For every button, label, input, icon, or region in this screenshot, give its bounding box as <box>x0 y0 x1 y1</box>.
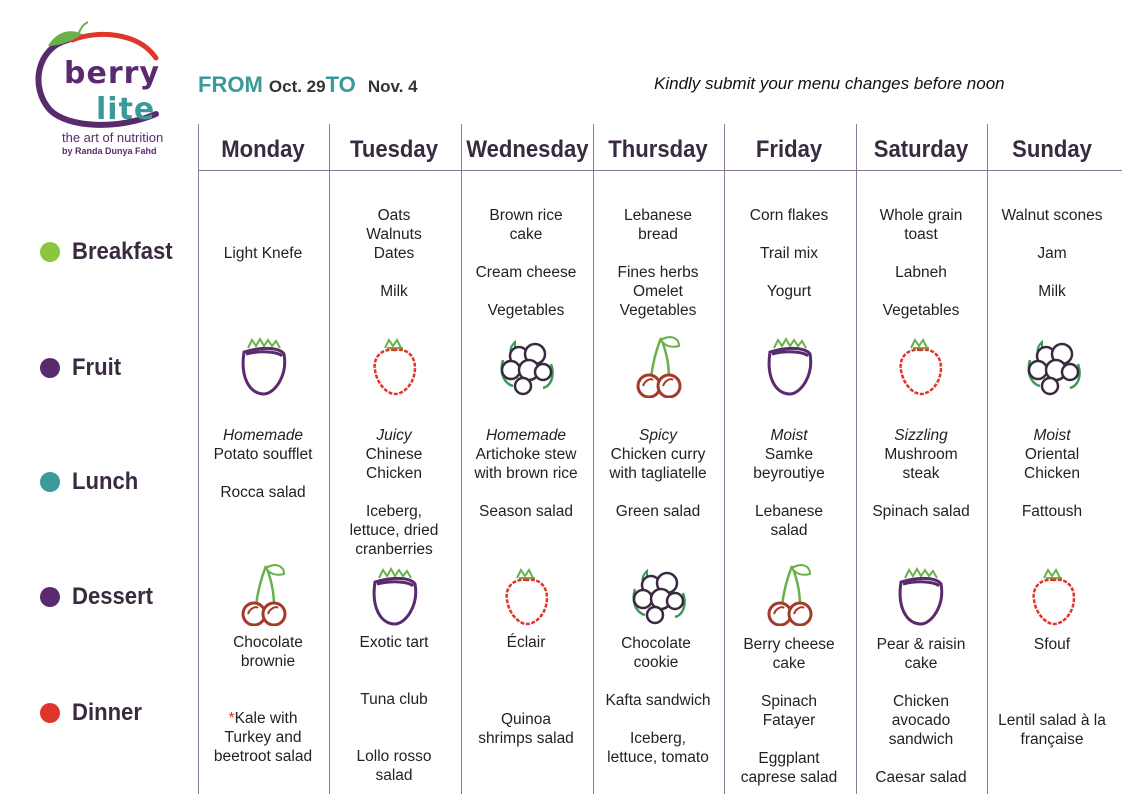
lunch-dot-icon <box>40 472 60 492</box>
lunch-monday <box>198 426 328 502</box>
dish-adjective: Sizzling <box>894 427 948 444</box>
blueberries-icon <box>497 334 557 398</box>
meal-label-dinner <box>40 699 148 727</box>
dessert-sunday <box>987 635 1117 654</box>
menu-item: Chinese <box>365 446 423 463</box>
meal-label-fruit <box>40 354 125 382</box>
menu-item: Caesar salad <box>875 769 967 786</box>
day-header-saturday: Saturday <box>873 136 969 163</box>
dessert-dot-icon <box>40 587 60 607</box>
menu-item: Spinach salad <box>872 503 970 520</box>
menu-item: Potato soufflet <box>213 446 313 463</box>
lunch-tuesday <box>329 426 459 559</box>
breakfast-thursday <box>593 206 723 320</box>
cherries-icon <box>234 562 294 626</box>
cherries-icon <box>629 334 689 398</box>
breakfast-tuesday <box>329 206 459 301</box>
menu-item: Iceberg, <box>629 730 686 747</box>
menu-item: avocado <box>891 712 951 729</box>
menu-item: sandwich <box>888 731 954 748</box>
menu-item: lettuce, dried <box>349 522 439 539</box>
day-header-wednesday: Wednesday <box>466 136 589 163</box>
logo-word-lite: lite <box>96 92 156 127</box>
meal-name: Dessert <box>72 583 154 610</box>
day-header-friday: Friday <box>755 136 823 163</box>
raspberry-icon <box>497 566 557 630</box>
menu-item: française <box>1020 731 1084 748</box>
menu-item: Artichoke stew <box>475 446 577 463</box>
to-date: Nov. 4 <box>367 77 418 96</box>
menu-item: Kafta sandwich <box>605 692 711 709</box>
dish-adjective: Moist <box>1033 427 1071 444</box>
breakfast-wednesday <box>461 206 591 320</box>
asterisk-mark: * <box>228 710 235 727</box>
menu-item: Turkey and <box>224 729 302 746</box>
fig-icon <box>891 566 951 630</box>
menu-item: Corn flakes <box>749 207 829 224</box>
meal-name: Dinner <box>72 699 142 726</box>
lunch-saturday <box>856 426 986 521</box>
blueberries-icon <box>1024 334 1084 398</box>
menu-item: Trail mix <box>760 245 818 262</box>
meal-label-dessert <box>40 583 160 611</box>
from-date: Oct. 29 <box>268 77 326 96</box>
menu-item: Chocolate <box>621 635 691 652</box>
menu-item: Vegetables <box>619 302 697 319</box>
dessert-friday <box>724 635 854 673</box>
fig-icon <box>234 336 294 400</box>
logo-byline: by Randa Dunya Fahd <box>62 146 157 156</box>
menu-item: Vegetables <box>487 302 565 319</box>
submission-note: Kindly submit your menu changes before noon <box>654 74 1005 93</box>
raspberry-icon <box>891 336 951 400</box>
dessert-saturday <box>856 635 986 673</box>
menu-item: Kale with <box>234 710 298 727</box>
menu-item: Oriental <box>1024 446 1080 463</box>
day-header-sunday: Sunday <box>1012 136 1092 163</box>
dinner-friday <box>724 692 854 787</box>
meal-label-breakfast <box>40 238 181 266</box>
menu-item: Samke <box>764 446 814 463</box>
dinner-monday <box>198 709 328 766</box>
logo-word-berry: berry <box>64 56 160 91</box>
menu-item: Whole grain <box>879 207 963 224</box>
menu-item: caprese salad <box>740 769 838 786</box>
day-header-monday: Monday <box>221 136 305 163</box>
menu-item: cookie <box>633 654 679 671</box>
date-range <box>198 72 418 98</box>
meal-name: Breakfast <box>72 238 173 265</box>
menu-item: Exotic tart <box>359 634 429 651</box>
menu-item: toast <box>904 226 938 243</box>
day-header-tuesday: Tuesday <box>350 136 438 163</box>
menu-item: Milk <box>1038 283 1066 300</box>
menu-item: shrimps salad <box>478 730 574 747</box>
menu-item: Rocca salad <box>220 484 306 501</box>
menu-item: with brown rice <box>474 465 578 482</box>
menu-item: cranberries <box>355 541 433 558</box>
dessert-wednesday <box>461 633 591 652</box>
menu-item: Chicken <box>893 693 949 710</box>
menu-item: Chicken <box>1024 465 1080 482</box>
menu-item: Lebanese <box>623 207 693 224</box>
menu-item: Fatayer <box>762 712 816 729</box>
menu-item: Green salad <box>615 503 701 520</box>
menu-item: Chicken <box>366 465 422 482</box>
lunch-wednesday <box>461 426 591 521</box>
menu-item: with tagliatelle <box>609 465 707 482</box>
menu-item: Mushroom <box>884 446 958 463</box>
menu-item: beyroutiye <box>753 465 825 482</box>
menu-item: Lentil salad à la <box>998 712 1106 729</box>
dessert-thursday <box>591 634 721 672</box>
dinner-wednesday <box>461 710 591 748</box>
menu-item: Berry cheese <box>743 636 835 653</box>
meal-name: Lunch <box>72 468 139 495</box>
menu-item: Dates <box>373 245 415 262</box>
menu-item: Lebanese <box>754 503 824 520</box>
lunch-friday <box>724 426 854 540</box>
dessert-monday <box>203 633 333 671</box>
menu-item: Brown rice <box>489 207 563 224</box>
menu-item: Labneh <box>895 264 947 281</box>
brand-logo <box>28 18 178 178</box>
menu-item: Vegetables <box>882 302 960 319</box>
menu-item: Milk <box>380 283 408 300</box>
cherries-icon <box>760 562 820 626</box>
menu-item: Walnuts <box>366 226 422 243</box>
dinner-sunday <box>987 711 1117 749</box>
dinner-saturday <box>856 692 986 787</box>
menu-item: Fattoush <box>1021 503 1083 520</box>
fruit-dot-icon <box>40 358 60 378</box>
raspberry-icon <box>365 336 425 400</box>
dinner-dot-icon <box>40 703 60 723</box>
menu-item: beetroot salad <box>213 748 313 765</box>
logo-tagline: the art of nutrition <box>62 130 164 145</box>
menu-item: Omelet <box>633 283 683 300</box>
menu-item: Tuna club <box>360 691 428 708</box>
menu-item: Season salad <box>479 503 573 520</box>
menu-item: bread <box>638 226 678 243</box>
fig-icon <box>760 336 820 400</box>
blueberries-icon <box>629 563 689 627</box>
menu-item: Spinach <box>760 693 817 710</box>
day-header-thursday: Thursday <box>608 136 708 163</box>
menu-item: cake <box>509 226 543 243</box>
lunch-thursday <box>593 426 723 521</box>
dish-adjective: Juicy <box>376 427 412 444</box>
dish-adjective: Homemade <box>222 427 304 444</box>
menu-item: Quinoa <box>501 711 551 728</box>
breakfast-friday <box>724 206 854 301</box>
meal-name: Fruit <box>72 354 122 381</box>
menu-item: Lollo rosso <box>356 748 432 765</box>
menu-item: lettuce, tomato <box>607 749 709 766</box>
dish-adjective: Homemade <box>485 427 567 444</box>
menu-item: Light Knefe <box>223 245 303 262</box>
menu-item: salad <box>375 767 413 784</box>
menu-item: Cream cheese <box>475 264 577 281</box>
menu-item: Jam <box>1037 245 1067 262</box>
dessert-tuesday <box>329 633 459 652</box>
menu-item: Sfouf <box>1033 636 1071 653</box>
from-label: FROM <box>198 72 263 97</box>
menu-item: Iceberg, <box>365 503 422 520</box>
meal-label-lunch <box>40 468 144 496</box>
menu-item: Chocolate <box>233 634 303 651</box>
breakfast-saturday <box>856 206 986 320</box>
menu-item: Fines herbs <box>617 264 699 281</box>
dish-adjective: Spicy <box>639 427 677 444</box>
menu-item: Oats <box>377 207 411 224</box>
menu-item: brownie <box>240 653 296 670</box>
menu-item: cake <box>772 655 806 672</box>
raspberry-icon <box>1024 566 1084 630</box>
fig-icon <box>365 566 425 630</box>
to-label: TO <box>325 72 356 97</box>
breakfast-sunday <box>987 206 1117 301</box>
menu-item: Chicken curry <box>610 446 706 463</box>
menu-item: salad <box>770 522 808 539</box>
dinner-thursday <box>593 691 723 767</box>
menu-item: Pear & raisin <box>876 636 966 653</box>
menu-item: steak <box>902 465 940 482</box>
menu-item: cake <box>904 655 938 672</box>
breakfast-dot-icon <box>40 242 60 262</box>
menu-item: Walnut scones <box>1001 207 1103 224</box>
menu-item: Yogurt <box>766 283 812 300</box>
menu-item: Eggplant <box>758 750 820 767</box>
breakfast-monday <box>198 244 328 263</box>
menu-item: Éclair <box>506 634 546 651</box>
header-divider <box>198 170 1122 171</box>
lunch-sunday <box>987 426 1117 521</box>
dish-adjective: Moist <box>770 427 808 444</box>
dinner-tuesday <box>329 690 459 785</box>
